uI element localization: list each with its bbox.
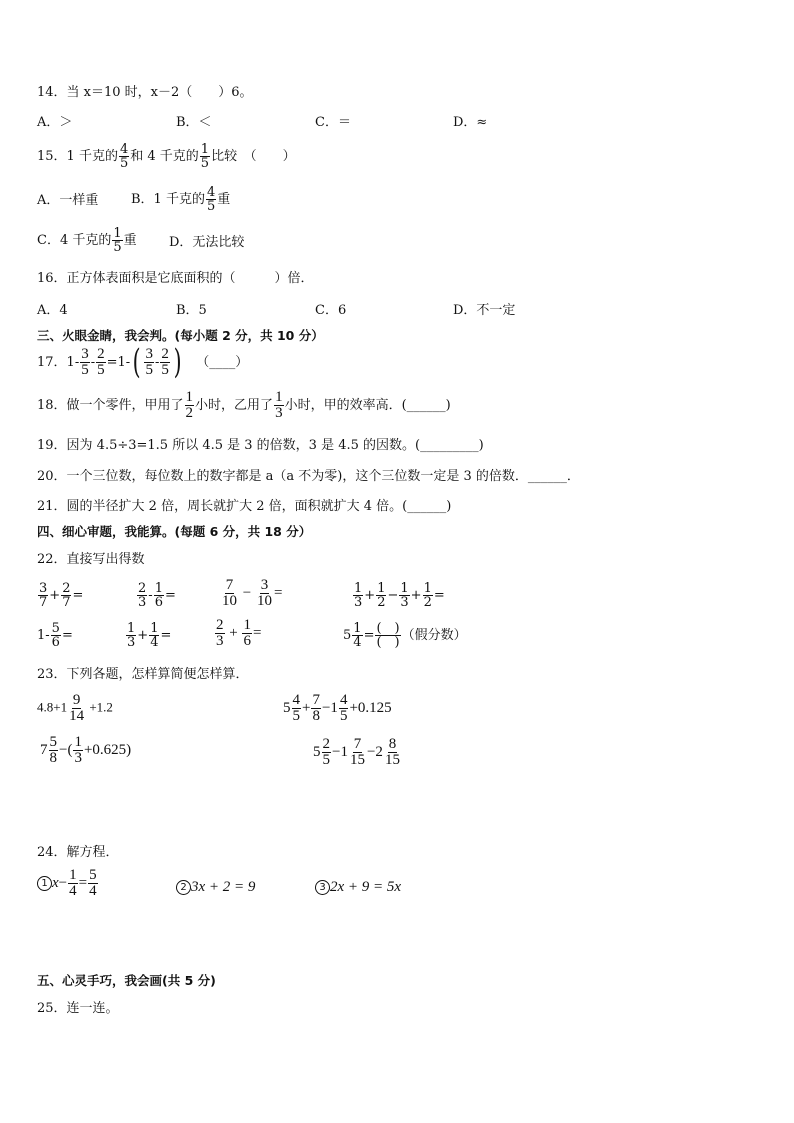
q25: 25．连一连。: [37, 1001, 119, 1016]
fraction: $\frac{1}{3}$: [354, 581, 363, 610]
fraction: $\frac{1}{2}$: [185, 389, 194, 421]
q14-option-c: C．＝: [315, 115, 351, 130]
q22-expr-3: $\frac{7}{10}$ − $\frac{3}{10}$ =: [222, 577, 283, 609]
q14-option-a: A．＞: [37, 115, 73, 130]
fraction: $\frac{1}{2}$: [423, 581, 432, 610]
q16-option-d: D．不一定: [453, 303, 516, 318]
fraction: $\frac{1}{6}$: [243, 617, 251, 649]
fraction: $\frac{4}{5}$: [206, 185, 216, 214]
q23-expr-3: 7 $\frac{5}{8}$ −( $\frac{1}{3}$ +0.625): [40, 734, 132, 766]
q23-title: 23．下列各题，怎样算简便怎样算．: [37, 667, 249, 682]
q24-eq-2: 2 3x + 2 = 9: [176, 880, 255, 895]
fraction: $\frac{1}{3}$: [74, 734, 82, 766]
fraction: $\frac{8}{15}$: [384, 736, 400, 768]
fraction: $\frac{2}{3}$: [216, 617, 224, 649]
circled-number: 2: [176, 880, 191, 895]
q16-option-a: A．4: [37, 303, 68, 318]
q24-eq-3: 3 2x + 9 = 5x: [315, 880, 401, 895]
q15-stem: 15．1 千克的 $\frac{4}{5}$ 和 4 千克的 $\frac{1}{5}$ 比较 （ ）: [37, 142, 296, 171]
left-paren: (: [132, 342, 141, 383]
circled-number: 3: [315, 880, 330, 895]
right-paren: ): [173, 342, 182, 383]
fraction: $\frac{2}{5}$: [161, 346, 169, 378]
q14-option-b: B．＜: [176, 115, 212, 130]
q24-title: 24．解方程．: [37, 845, 119, 860]
q14-option-d: D．≈: [453, 115, 488, 130]
q15-option-d: D．无法比较: [169, 235, 245, 250]
q23-expr-2: 5 $\frac{4}{5}$ + $\frac{7}{8}$ −1 $\frac{4}{5}$ +0.125: [283, 692, 392, 724]
q16-stem: 16．正方体表面积是它底面积的（ ）倍．: [37, 271, 314, 286]
q16-option-b: B．5: [176, 303, 207, 318]
section-4-heading: 四、细心审题，我能算。(每题 6 分，共 18 分）: [37, 524, 312, 539]
fraction: $\frac{1}{6}$: [154, 581, 163, 610]
q22-title: 22．直接写出得数: [37, 552, 145, 567]
fraction: $\frac{1}{2}$: [377, 581, 386, 610]
fraction: $\frac{3}{10}$: [256, 577, 272, 609]
fraction: $\frac{1}{3}$: [275, 389, 283, 421]
answer-blank[interactable]: （____）: [196, 355, 249, 370]
q15-option-c: C．4 千克的 $\frac{1}{5}$ 重: [37, 226, 137, 255]
q18: 18．做一个零件，甲用了 $\frac{1}{2}$ 小时，乙用了 $\frac{1}{3}$ 小时，甲的效率高．(______): [37, 389, 451, 421]
q23-expr-1: 4.8+1 $\frac{9}{14}$ +1.2: [37, 692, 113, 724]
q22-expr-4: $\frac{1}{3}$ + $\frac{1}{2}$ − $\frac{1}{3}$ + $\frac{1}{2}$ =: [354, 581, 445, 610]
fraction: $\frac{2}{5}$: [97, 346, 105, 378]
q24-eq-1: 1 x− $\frac{1}{4}$ = $\frac{5}{4}$: [37, 868, 99, 899]
fraction: $\frac{2}{5}$: [322, 736, 330, 768]
fraction: $\frac{1}{4}$: [150, 621, 159, 650]
fraction: $\frac{7}{15}$: [349, 736, 365, 768]
fraction: $\frac{4}{5}$: [119, 142, 129, 171]
q22-expr-6: $\frac{1}{3}$ + $\frac{1}{4}$ =: [127, 621, 172, 650]
q22-expr-2: $\frac{2}{3}$ - $\frac{1}{6}$ =: [138, 581, 176, 610]
q22-expr-8: 5 $\frac{1}{4}$ = $\frac{( )}{( )}$ （假分数）: [343, 621, 467, 650]
q23-expr-4: 5 $\frac{2}{5}$ −1 $\frac{7}{15}$ −2 $\frac{8}{15}$: [313, 736, 400, 768]
fraction: $\frac{3}{5}$: [145, 346, 153, 378]
fraction: $\frac{5}{8}$: [49, 734, 57, 766]
q14-stem: 14．当 x＝10 时，x－2（ ）6。: [37, 85, 253, 100]
fraction: $\frac{3}{7}$: [39, 581, 48, 610]
fraction: $\frac{2}{7}$: [62, 581, 71, 610]
q15-option-b: B．1 千克的 $\frac{4}{5}$ 重: [131, 185, 231, 214]
fraction: $\frac{5}{4}$: [89, 867, 97, 899]
fraction: $\frac{4}{5}$: [292, 692, 300, 724]
q17: 17．1- $\frac{3}{5}$ - $\frac{2}{5}$ =1-( $\frac{3}{5}$ - $\frac{2}{5}$ ) （____）: [37, 342, 249, 383]
fraction: $\frac{1}{4}$: [69, 867, 77, 899]
q22-expr-7: $\frac{2}{3}$ + $\frac{1}{6}$ =: [216, 617, 262, 649]
fraction: $\frac{1}{5}$: [113, 226, 122, 255]
fraction: $\frac{1}{3}$: [400, 581, 409, 610]
fraction: $\frac{5}{6}$: [51, 621, 60, 650]
q22-expr-5: 1- $\frac{5}{6}$ =: [37, 621, 73, 650]
q19: 19．因为 4.5÷3=1.5 所以 4.5 是 3 的倍数，3 是 4.5 的因数。(_________): [37, 438, 484, 453]
circled-number: 1: [37, 876, 52, 891]
fraction: $\frac{1}{4}$: [353, 621, 362, 650]
fraction: $\frac{3}{5}$: [81, 346, 89, 378]
q20: 20．一个三位数，每位数上的数字都是 a（a 不为零)，这个三位数一定是 3 的倍数．______．: [37, 469, 580, 484]
q21: 21．圆的半径扩大 2 倍，周长就扩大 2 倍，面积就扩大 4 倍。(______): [37, 499, 452, 514]
fraction: $\frac{1}{5}$: [200, 142, 210, 171]
section-5-heading: 五、心灵手巧，我会画(共 5 分): [37, 973, 216, 988]
fraction: $\frac{4}{5}$: [339, 692, 348, 724]
fraction: $\frac{9}{14}$: [69, 692, 85, 724]
section-3-heading: 三、火眼金睛，我会判。(每小题 2 分，共 10 分）: [37, 328, 324, 343]
q16-option-c: C．6: [315, 303, 347, 318]
answer-fraction[interactable]: $\frac{( )}{( )}$: [376, 621, 400, 650]
q22-expr-1: $\frac{3}{7}$ + $\frac{2}{7}$ =: [39, 581, 84, 610]
fraction: $\frac{7}{10}$: [222, 577, 237, 609]
fraction: $\frac{1}{3}$: [127, 621, 136, 650]
fraction: $\frac{2}{3}$: [138, 581, 147, 610]
q15-option-a: A．一样重: [37, 193, 99, 208]
fraction: $\frac{7}{8}$: [312, 692, 320, 724]
